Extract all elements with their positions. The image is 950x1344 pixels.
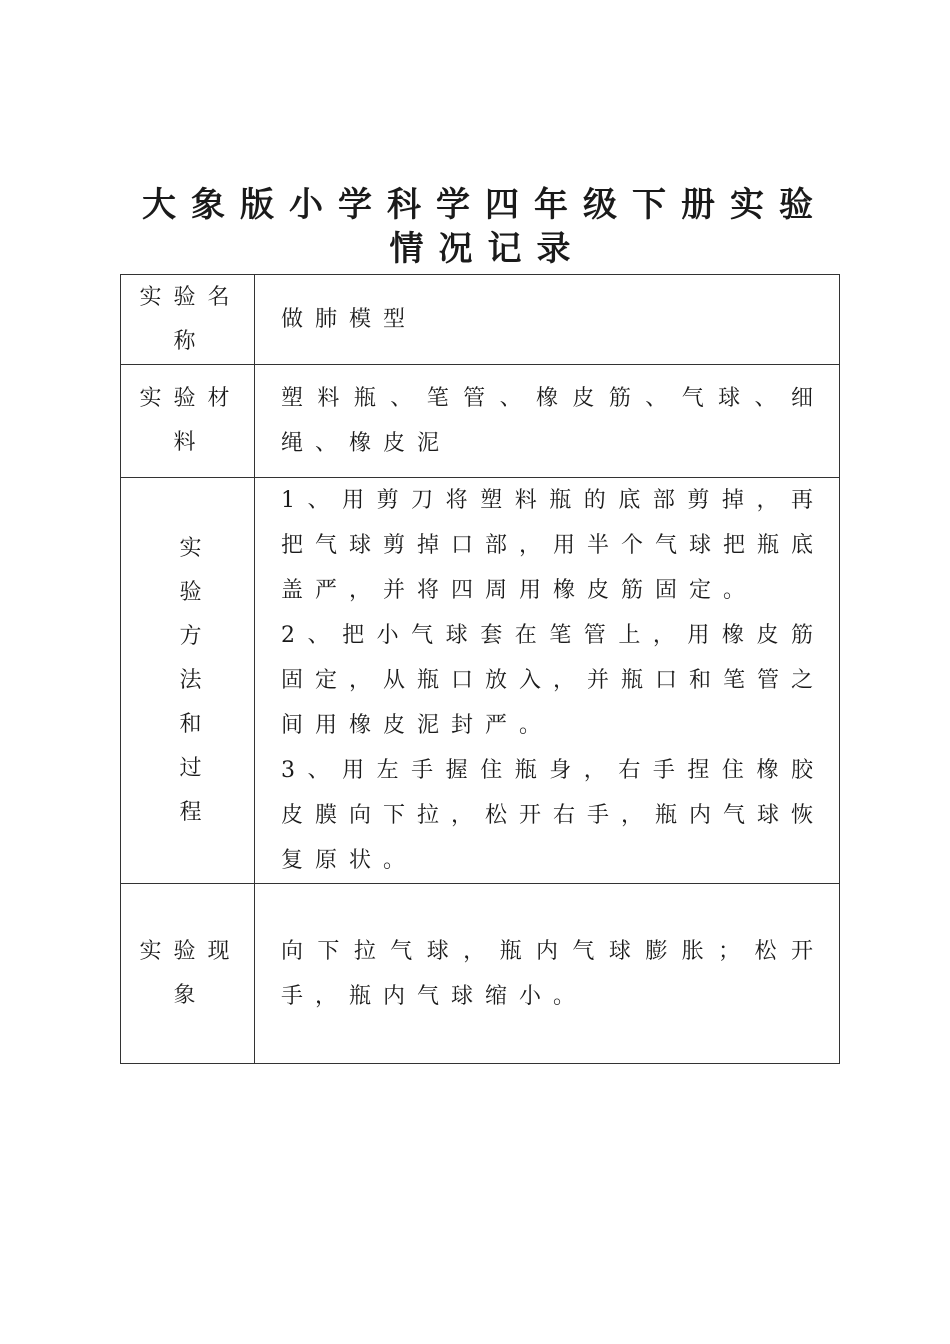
method-label-char: 过 xyxy=(179,755,202,781)
experiment-method-label xyxy=(121,478,255,884)
experiment-name-value: 做肺模型 xyxy=(255,275,840,365)
experiment-phenomenon-label: 实验现象 xyxy=(121,884,255,1064)
method-step-2: 2、把小气球套在笔管上，用橡皮筋固定，从瓶口放入，并瓶口和笔管之间用橡皮泥封严。 xyxy=(281,623,826,738)
table-row-experiment-materials xyxy=(121,365,840,478)
method-label-char: 方 xyxy=(179,623,202,649)
title-line-1: 大象版小学科学四年级下册实验 xyxy=(142,185,828,225)
title-line-2: 情况记录 xyxy=(389,229,586,269)
experiment-phenomenon-value: 向下拉气球，瓶内气球膨胀；松开手，瓶内气球缩小。 xyxy=(255,884,840,1064)
experiment-record-table xyxy=(120,274,840,1064)
method-label-char: 实 xyxy=(179,535,202,561)
method-step-1: 1、用剪刀将塑料瓶的底部剪掉，再把气球剪掉口部，用半个气球把瓶底盖严，并将四周用橡皮筋固定。 xyxy=(281,488,826,603)
experiment-name-label: 实验名称 xyxy=(121,275,255,365)
table-row-experiment-name xyxy=(121,275,840,365)
experiment-materials-value: 塑料瓶、笔管、橡皮筋、气球、细绳、橡皮泥 xyxy=(255,365,840,478)
method-label-char: 程 xyxy=(179,799,202,825)
method-label-char: 验 xyxy=(179,579,202,605)
method-label-char: 法 xyxy=(179,667,202,693)
experiment-materials-label: 实验材料 xyxy=(121,365,255,478)
method-step-3: 3、用左手握住瓶身，右手捏住橡胶皮膜向下拉，松开右手，瓶内气球恢复原状。 xyxy=(281,758,826,873)
table-row-experiment-phenomenon xyxy=(121,884,840,1064)
experiment-method-steps xyxy=(255,478,840,884)
document-title xyxy=(120,183,840,271)
method-label-char: 和 xyxy=(179,711,202,737)
table-row-experiment-method xyxy=(121,478,840,884)
